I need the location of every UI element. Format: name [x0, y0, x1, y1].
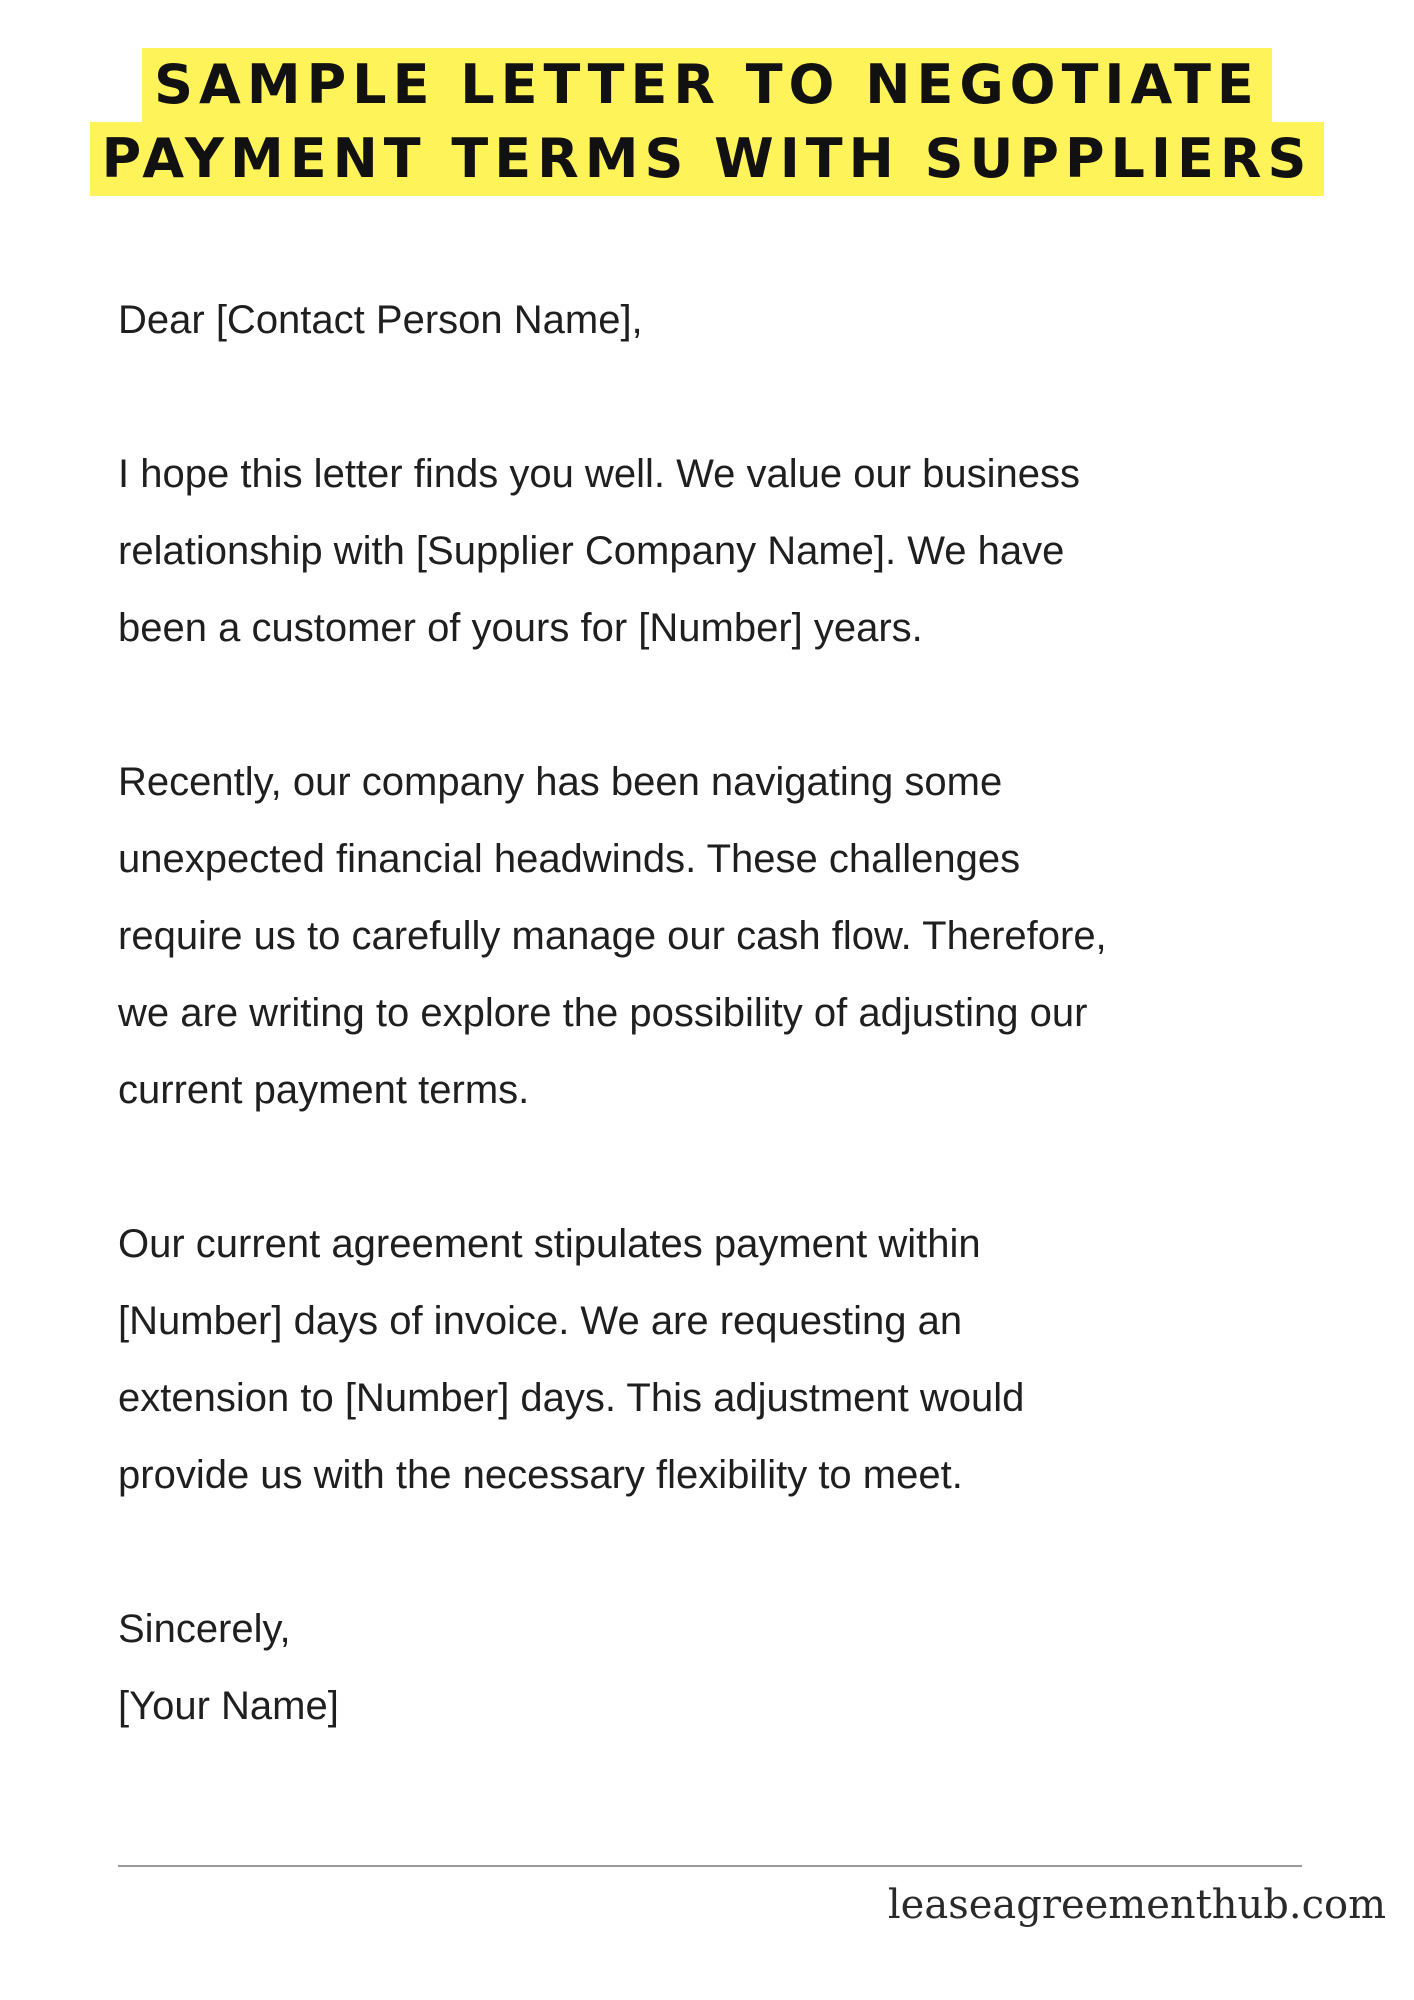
paragraph-line: Recently, our company has been navigating some	[118, 760, 1003, 804]
closing-block	[118, 1591, 1318, 1745]
footer-divider	[118, 1865, 1302, 1867]
paragraph-3	[118, 1206, 1318, 1514]
paragraph-line: we are writing to explore the possibility of adjusting our	[118, 991, 1088, 1035]
paragraph-line: unexpected financial headwinds. These challenges	[118, 837, 1021, 881]
paragraph-line: require us to carefully manage our cash flow. Therefore,	[118, 914, 1107, 958]
paragraph-line: relationship with [Supplier Company Name]. We have	[118, 529, 1065, 573]
paragraph-line: current payment terms.	[118, 1068, 530, 1112]
paragraph-line: provide us with the necessary flexibility to meet.	[118, 1453, 963, 1497]
paragraph-line: [Number] days of invoice. We are requesting an	[118, 1299, 963, 1343]
paragraph-line: I hope this letter finds you well. We value our business	[118, 452, 1080, 496]
paragraph-line: been a customer of yours for [Number] years.	[118, 606, 923, 650]
letter-body	[118, 282, 1318, 1745]
salutation	[118, 282, 1318, 359]
footer-website: leaseagreementhub.com	[887, 1882, 1386, 1928]
paragraph-line: extension to [Number] days. This adjustment would	[118, 1376, 1025, 1420]
title-line-1: SAMPLE LETTER TO NEGOTIATE	[142, 48, 1272, 122]
title-line-2: PAYMENT TERMS WITH SUPPLIERS	[90, 122, 1325, 196]
paragraph-line: Our current agreement stipulates payment within	[118, 1222, 981, 1266]
signature-placeholder: [Your Name]	[118, 1684, 339, 1728]
closing-text: Sincerely,	[118, 1607, 291, 1651]
page-title	[0, 48, 1414, 196]
salutation-text: Dear [Contact Person Name],	[118, 298, 643, 342]
paragraph-1	[118, 436, 1318, 667]
paragraph-2	[118, 744, 1318, 1129]
